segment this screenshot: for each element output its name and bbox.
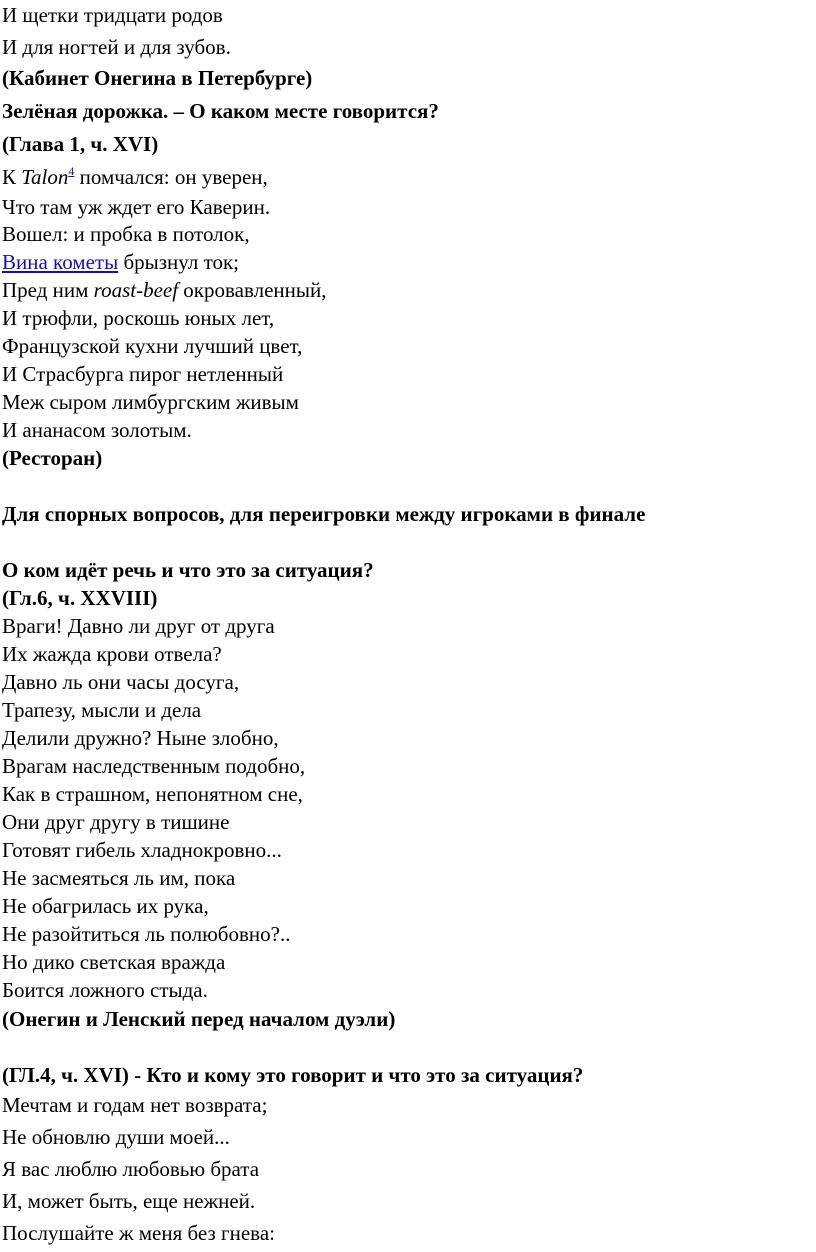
poem-line: Послушайте ж меня без гнева:: [2, 1221, 275, 1245]
comet-wine-link[interactable]: Вина кометы: [2, 250, 119, 274]
poem-line: Они друг другу в тишине: [2, 810, 230, 834]
poem-line: Французской кухни лучший цвет,: [2, 334, 303, 358]
question-text: О ком идёт речь и что это за ситуация?: [2, 558, 374, 582]
answer-text: (Онегин и Ленский перед началом дуэли): [2, 1007, 396, 1031]
poem-line: Как в страшном, непонятном сне,: [2, 782, 303, 806]
poem-line: Трапезу, мысли и дела: [2, 698, 202, 722]
section-heading: Для спорных вопросов, для переигровки между игроками в финале: [2, 502, 646, 526]
poem-line: И щетки тридцати родов: [2, 3, 223, 27]
poem-line: Меж сыром лимбургским живым: [2, 390, 299, 414]
poem-line: И для ногтей и для зубов.: [2, 35, 231, 59]
chapter-reference: (Глава 1, ч. XVI): [2, 132, 159, 156]
poem-line: Готовят гибель хладнокровно...: [2, 838, 282, 862]
poem-line: Вошел: и пробка в потолок,: [2, 222, 250, 246]
poem-line: И Страсбурга пирог нетленный: [2, 362, 284, 386]
poem-line: Враги! Давно ли друг от друга: [2, 614, 275, 638]
poem-line: Но дико светская вражда: [2, 950, 226, 974]
poem-line: Не засмеяться ль им, пока: [2, 866, 236, 890]
answer-text: (Кабинет Онегина в Петербурге): [2, 66, 313, 90]
poem-line-text: Пред ним: [2, 278, 94, 302]
poem-line-text: К: [2, 165, 22, 189]
answer-text: (Ресторан): [2, 446, 103, 470]
poem-line: И, может быть, еще нежней.: [2, 1189, 256, 1213]
poem-line: Мечтам и годам нет возврата;: [2, 1093, 268, 1117]
question-text: (ГЛ.4, ч. XVI) - Кто и кому это говорит и что это за ситуация?: [2, 1063, 584, 1087]
poem-line: [2, 163, 268, 191]
poem-line-text: помчался: он уверен,: [74, 165, 268, 189]
poem-line: Не разойтиться ль полюбовно?..: [2, 922, 291, 946]
poem-line: Их жажда крови отвела?: [2, 642, 222, 666]
poem-line: И ананасом золотым.: [2, 418, 192, 442]
poem-line: [2, 276, 326, 304]
poem-line: Я вас люблю любовью брата: [2, 1157, 260, 1181]
poem-line: Боится ложного стыда.: [2, 978, 208, 1002]
poem-line: Делили дружно? Ныне злобно,: [2, 726, 279, 750]
poem-line-text: окровавленный,: [178, 278, 327, 302]
italic-word: roast-beef: [93, 278, 179, 302]
poem-line: [2, 248, 239, 276]
poem-line: Врагам наследственным подобно,: [2, 754, 306, 778]
italic-word: Talon: [21, 165, 69, 189]
poem-line-text: брызнул ток;: [118, 250, 240, 274]
poem-line: Что там уж ждет его Каверин.: [2, 195, 271, 219]
poem-line: Не обагрилась их рука,: [2, 894, 209, 918]
poem-line: Давно ль они часы досуга,: [2, 670, 240, 694]
footnote-link[interactable]: 4: [68, 164, 75, 178]
chapter-reference: (Гл.6, ч. XXVIII): [2, 586, 158, 610]
poem-line: И трюфли, роскошь юных лет,: [2, 306, 275, 330]
poem-line: Не обновлю души моей...: [2, 1125, 230, 1149]
question-text: Зелёная дорожка. – О каком месте говорится?: [2, 99, 439, 123]
